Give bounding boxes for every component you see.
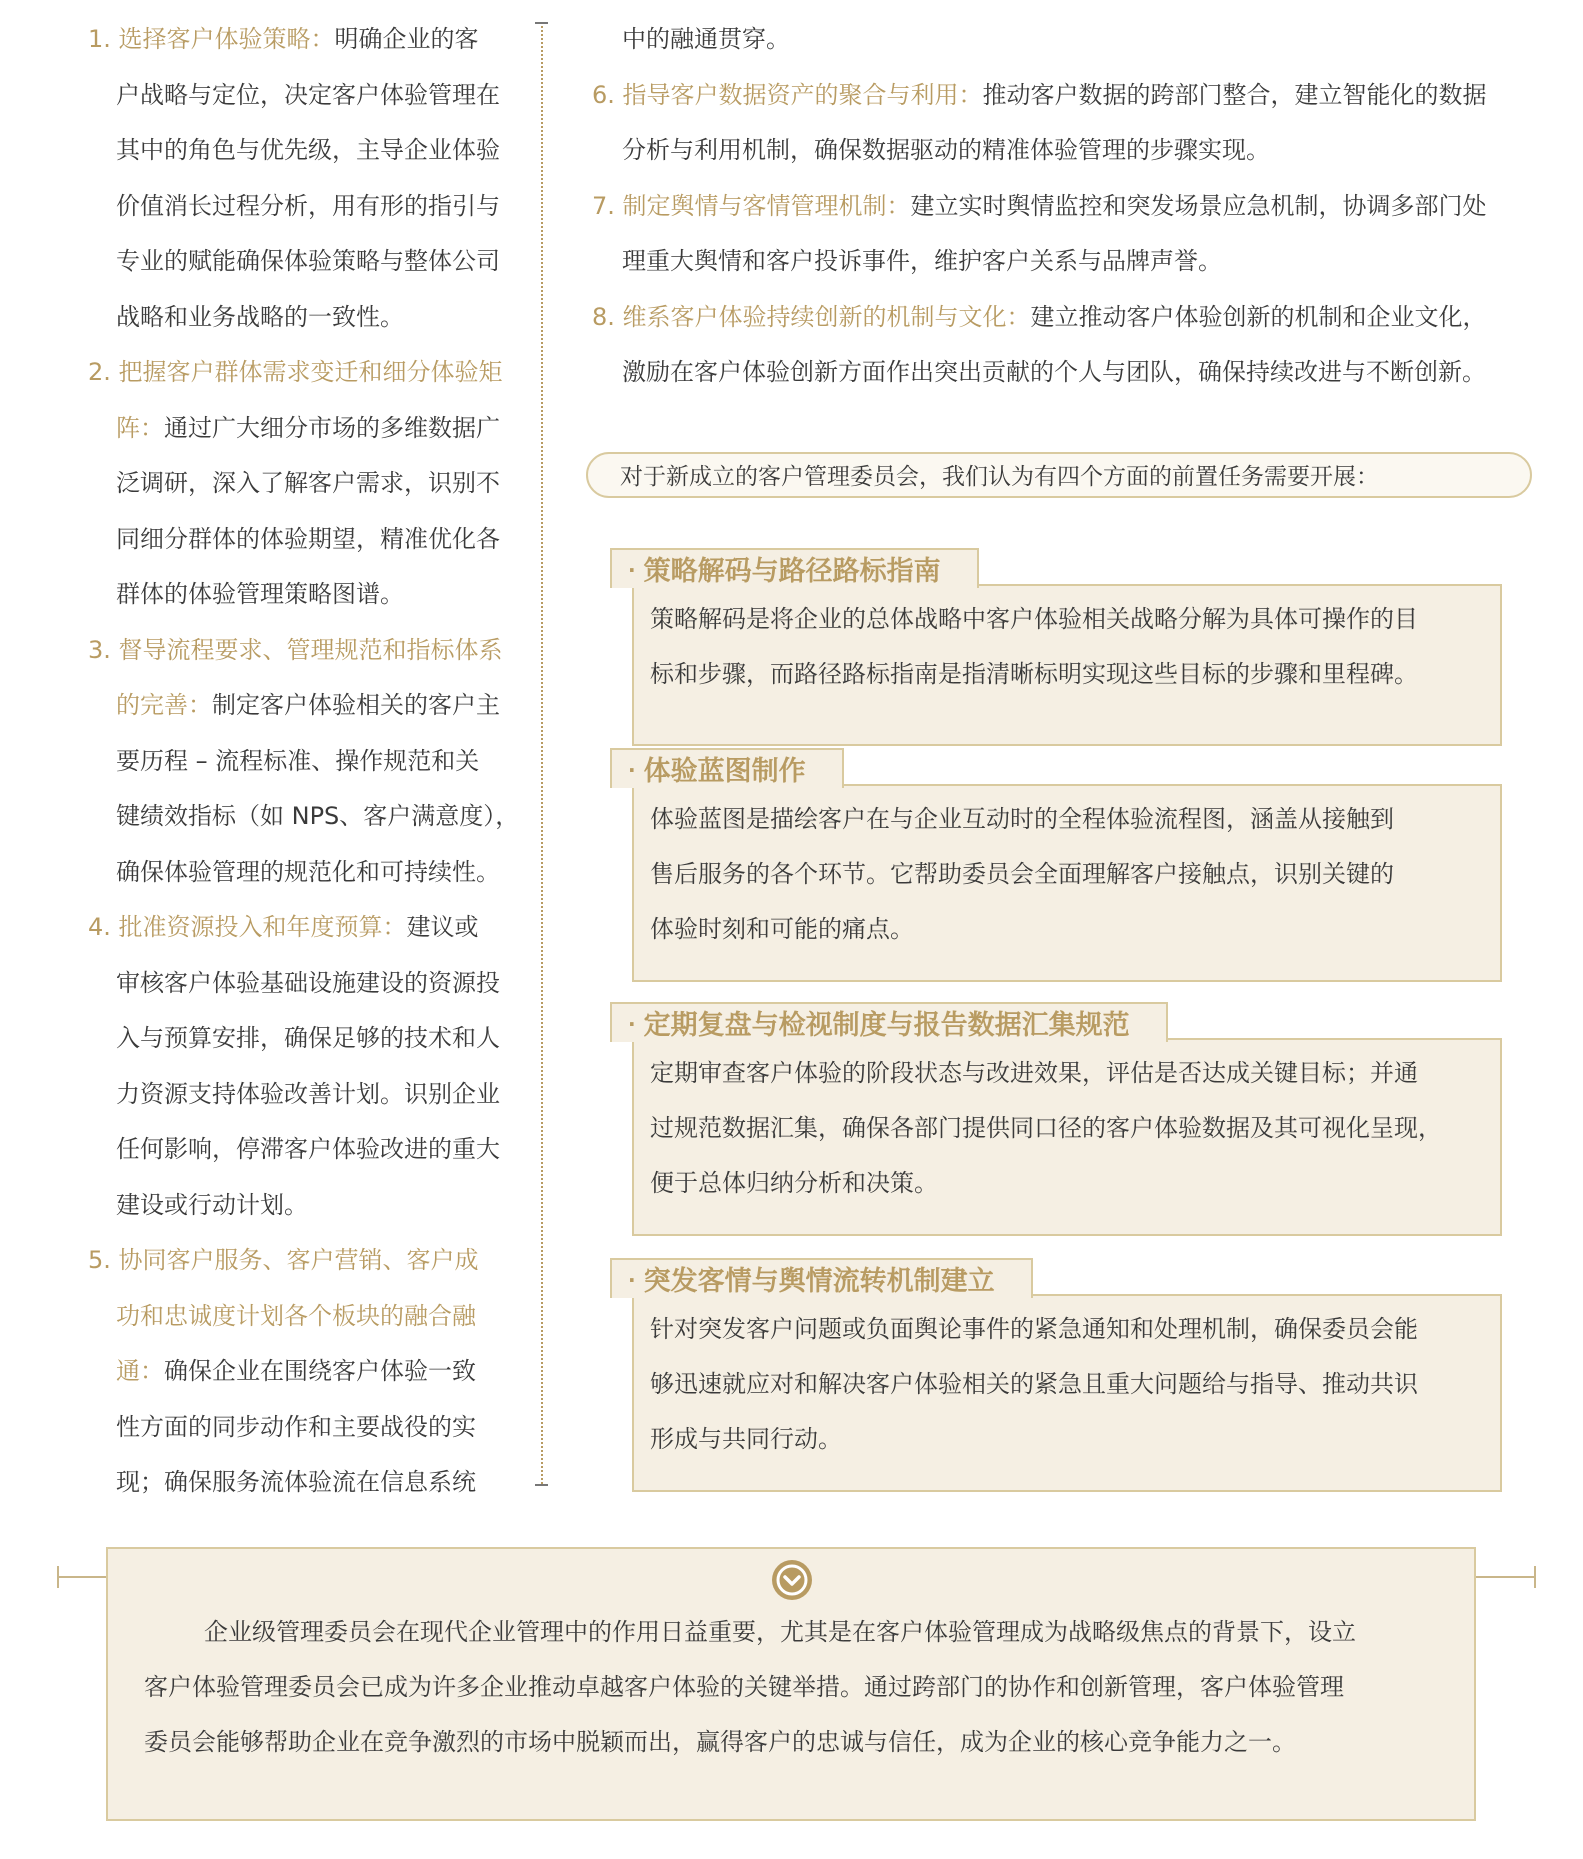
task-description (632, 1038, 1502, 1236)
task-title-tab (610, 1002, 1168, 1042)
item-text: 建立实时舆情监控和突发场景应急机制，协调多部门处 (910, 191, 1487, 220)
item-text: 价值消长过程分析，用有形的指引与 (116, 191, 500, 220)
task-description (632, 584, 1502, 746)
item-text: 专业的赋能确保体验策略与整体公司 (116, 247, 500, 275)
item-text: 建立推动客户体验创新的机制和企业文化， (1030, 302, 1487, 331)
chevron-down-icon (772, 1560, 812, 1600)
item-heading: 把握客户群体需求变迁和细分体验矩 (118, 358, 503, 386)
item-number: 1. (88, 25, 111, 53)
list-item-4 (88, 900, 524, 1233)
item-heading: 协同客户服务、客户营销、客户成 (118, 1246, 479, 1274)
item-text: 现；确保服务流体验流在信息系统 (116, 1468, 476, 1496)
item-heading: 批准资源投入和年度预算： (118, 913, 407, 941)
item-text: 其中的角色与优先级，主导企业体验 (116, 136, 500, 164)
item-text: 通过广大细分市场的多维数据广 (164, 413, 500, 442)
task-description (632, 1294, 1502, 1492)
bullet-icon: · (628, 1268, 636, 1292)
task-title-tab (610, 748, 844, 788)
item-text: 分析与利用机制，确保数据驱动的精准体验管理的步骤实现。 (622, 136, 1270, 164)
item-text: 建议或 (406, 913, 479, 941)
item-text: 入与预算安排，确保足够的技术和人 (116, 1024, 500, 1052)
continuation-text: 中的融通贯穿。 (622, 25, 790, 53)
rule-right (1476, 1576, 1536, 1578)
item-text: 力资源支持体验改善计划。识别企业 (116, 1079, 500, 1108)
task-line: 售后服务的各个环节。它帮助委员会全面理解客户接触点，识别关键的 (650, 860, 1394, 888)
list-item-7 (592, 179, 1542, 290)
bullet-icon: · (628, 1012, 636, 1036)
item-text: 要历程 – 流程标准、操作规范和关 (116, 746, 480, 775)
item-text: 户战略与定位，决定客户体验管理在 (116, 80, 500, 109)
column-divider (541, 22, 543, 1484)
item-heading: 通： (116, 1357, 164, 1385)
list-item-8 (592, 290, 1542, 401)
item-text: 推动客户数据的跨部门整合，建立智能化的数据 (982, 80, 1487, 109)
task-line: 够迅速就应对和解决客户体验相关的紧急且重大问题给与指导、推动共识 (650, 1370, 1418, 1398)
item-number: 8. (592, 302, 615, 331)
rule-cap-right (1534, 1566, 1536, 1588)
item-text: 明确企业的客 (334, 25, 479, 53)
item-text: 审核客户体验基础设施建设的资源投 (116, 968, 500, 997)
task-line: 针对突发客户问题或负面舆论事件的紧急通知和处理机制，确保委员会能 (650, 1315, 1418, 1343)
task-line: 策略解码是将企业的总体战略中客户体验相关战略分解为具体可操作的目 (650, 605, 1418, 633)
summary-text (144, 1605, 1444, 1770)
item-heading: 选择客户体验策略： (118, 25, 335, 53)
item-text: 激励在客户体验创新方面作出突出贡献的个人与团队，确保持续改进与不断创新。 (622, 358, 1486, 386)
rule-cap-left (57, 1566, 59, 1588)
task-line: 体验时刻和可能的痛点。 (650, 915, 914, 943)
left-column (88, 12, 524, 1511)
list-item-6 (592, 68, 1542, 179)
item-text: 战略和业务战略的一致性。 (116, 302, 404, 331)
task-title: 突发客情与舆情流转机制建立 (643, 1266, 995, 1297)
item-text: 确保体验管理的规范化和可持续性。 (116, 857, 500, 886)
item-heading: 制定舆情与客情管理机制： (622, 191, 911, 220)
task-title: 定期复盘与检视制度与报告数据汇集规范 (643, 1010, 1130, 1041)
task-line: 便于总体归纳分析和决策。 (650, 1169, 938, 1197)
summary-line: 委员会能够帮助企业在竞争激烈的市场中脱颖而出，赢得客户的忠诚与信任，成为企业的核心竞争能力之一。 (144, 1728, 1296, 1756)
divider-cap-bottom (535, 1484, 548, 1486)
item-number: 4. (88, 913, 111, 941)
list-item-1 (88, 12, 524, 345)
right-column (592, 12, 1542, 401)
item-heading: 的完善： (116, 691, 212, 719)
item-heading: 指导客户数据资产的聚合与利用： (622, 80, 983, 109)
task-description (632, 784, 1502, 982)
summary-line: 客户体验管理委员会已成为许多企业推动卓越客户体验的关键举措。通过跨部门的协作和创新管理，客户体验管理 (144, 1673, 1344, 1701)
bullet-icon: · (628, 758, 636, 782)
item-number: 6. (592, 80, 615, 109)
item-text: 群体的体验管理策略图谱。 (116, 580, 404, 608)
item-number: 7. (592, 191, 615, 220)
item-heading: 督导流程要求、管理规范和指标体系 (118, 635, 503, 664)
item-text: 泛调研，深入了解客户需求，识别不 (116, 469, 500, 497)
task-line: 标和步骤，而路径路标指南是指清晰标明实现这些目标的步骤和里程碑。 (650, 660, 1418, 688)
task-title-tab (610, 1258, 1033, 1298)
bullet-icon: · (628, 558, 636, 582)
item-text: 制定客户体验相关的客户主 (212, 691, 500, 719)
item-number: 5. (88, 1246, 111, 1274)
item-text: 同细分群体的体验期望，精准优化各 (116, 524, 500, 553)
item-heading: 维系客户体验持续创新的机制与文化： (622, 302, 1031, 331)
item-number: 2. (88, 358, 111, 386)
task-title: 体验蓝图制作 (643, 756, 806, 787)
divider-cap-top (535, 22, 548, 24)
task-line: 定期审查客户体验的阶段状态与改进效果，评估是否达成关键目标；并通 (650, 1059, 1418, 1087)
item-text: 建设或行动计划。 (116, 1190, 308, 1219)
intro-callout: 对于新成立的客户管理委员会，我们认为有四个方面的前置任务需要开展： (586, 452, 1532, 498)
item-text: 确保企业在围绕客户体验一致 (164, 1357, 476, 1385)
item-number: 3. (88, 635, 111, 664)
task-title: 策略解码与路径路标指南 (643, 556, 941, 587)
item-heading: 功和忠诚度计划各个板块的融合融 (116, 1301, 476, 1330)
item-heading: 阵： (116, 413, 164, 442)
item-text: 理重大舆情和客户投诉事件，维护客户关系与品牌声誉。 (622, 247, 1222, 275)
task-line: 体验蓝图是描绘客户在与企业互动时的全程体验流程图，涵盖从接触到 (650, 805, 1394, 833)
list-item-5 (88, 1233, 524, 1511)
list-item-2 (88, 345, 524, 623)
summary-line: 企业级管理委员会在现代企业管理中的作用日益重要，尤其是在客户体验管理成为战略级焦点的背景下，设立 (204, 1618, 1356, 1646)
list-item-3 (88, 623, 524, 901)
task-line: 过规范数据汇集，确保各部门提供同口径的客户体验数据及其可视化呈现， (650, 1114, 1442, 1142)
item-text: 性方面的同步动作和主要战役的实 (116, 1412, 476, 1441)
rule-left (58, 1576, 106, 1578)
task-title-tab (610, 548, 979, 588)
item-text: 任何影响，停滞客户体验改进的重大 (116, 1135, 500, 1163)
task-line: 形成与共同行动。 (650, 1425, 842, 1453)
item-text: 键绩效指标（如 NPS、客户满意度）， (116, 802, 520, 830)
